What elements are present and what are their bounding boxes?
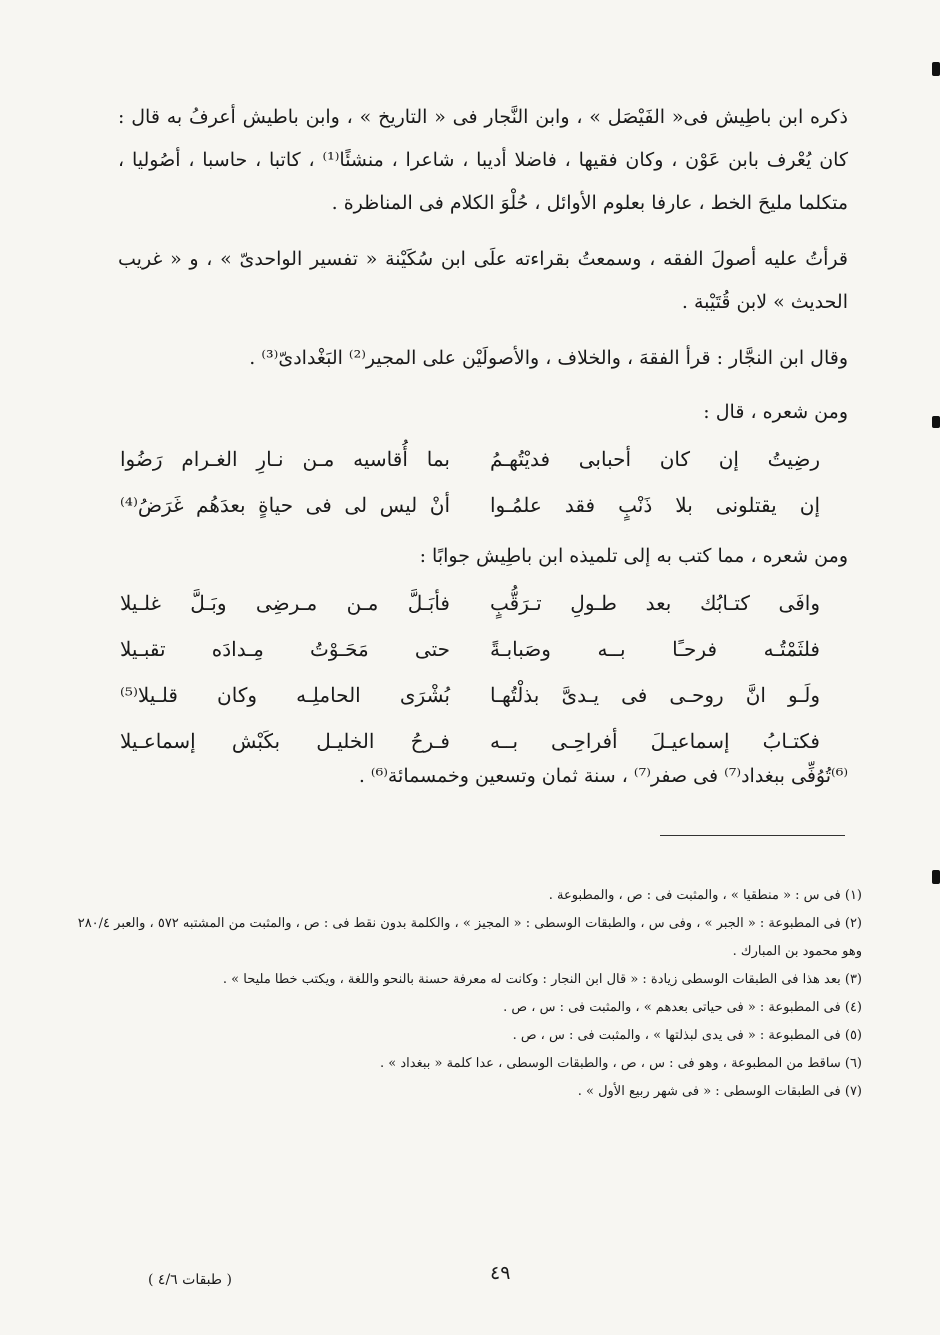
footnote-separator: [660, 835, 845, 836]
poem-verse: [120, 626, 820, 672]
footnote: (٦) ساقط من المطبوعة ، وهو فى : س ، ص ، والطبقات الوسطى ، عدا كلمة « ببغداد » .: [380, 1056, 862, 1071]
verse-first-hemistich: رضِيتُ إن كان أحبابى فديْتُهـمُ: [490, 447, 820, 471]
footnotes: [72, 882, 862, 1106]
verse-second-hemistich: فأبَـلَّ مـن مـرضِى وبَـلَّ غلـيلا: [120, 591, 450, 615]
poem-verse: [120, 482, 820, 528]
scan-edge-mark: [932, 62, 940, 76]
paragraph-letter-intro: ومن شعره ، مما كتب به إلى تلميذه ابن باطِيش جوابًا :: [419, 545, 848, 567]
scan-edge-mark: [932, 870, 940, 884]
verse-second-hemistich: أنْ ليس لى فى حياةٍ بعدَهُم غَرَضُ⁽⁴⁾: [120, 493, 450, 517]
poem-verse: [120, 672, 820, 718]
page-number: ٤٩: [490, 1262, 511, 1284]
footnote: (٥) فى المطبوعة : « فى يدى لبذلتها » ، والمثبت فى : س ، ص .: [512, 1028, 862, 1043]
poem-verse: [120, 580, 820, 626]
verse-second-hemistich: فـرحُ الخليـل بكَبْش إسماعـيلا: [120, 729, 450, 753]
verse-first-hemistich: فلثَمْتُـه فرحـًا بــه وصَبابـةً: [490, 637, 820, 661]
footnote: (٢) فى المطبوعة : « الجبر » ، وفى س ، والطبقات الوسطى : « المجيز » ، والكلمة بدون نقط فى : ص ، والمثبت من المشتبه ٥٧٢ ، والعبر ٢٨٠/٤ وهو محمود بن المبارك .: [77, 916, 862, 959]
printer-signature: ( طبقات ٤/٦ ): [148, 1272, 232, 1288]
footnote: (٣) بعد هذا فى الطبقات الوسطى زيادة : « قال ابن النجار : وكانت له معرفة حسنة بالنحو واللغة ، ويكتب خطا مليحا » .: [222, 972, 862, 987]
verse-second-hemistich: بما أُقاسيه مـن نـارِ الغـرام رَضُوا: [120, 447, 450, 471]
poem-first: [120, 436, 820, 528]
paragraph-studies: قرأتُ عليه أصولَ الفقه ، وسمعتُ بقراءته علَى ابن سُكَيْنة « تفسير الواحدىّ » ، و « غريب الحديث » لابن قُتَيْبة .: [118, 248, 848, 313]
scan-edge-mark: [932, 416, 940, 428]
verse-first-hemistich: فكتـابُ إسماعيـلَ أفراحِـى بــه: [490, 729, 820, 753]
verse-first-hemistich: إن يقتلونى بلا ذَنْبٍ فقد علمُـوا: [490, 493, 820, 517]
paragraph-biography: ذكره ابن باطِيش فى« الفَيْصَل » ، وابن النَّجار فى « التاريخ » ، وابن باطيش أعرفُ به قال : كان يُعْرف بابن عَوْن ، وكان فقيها ، فاضلا أديبا ، شاعرا ، منشئًا⁽¹⁾ ، كاتبا ، حاسبا ، أصُوليا ، متكلما مليحَ الخط ، عارفا بعلوم الأوائل ، حُلْوَ الكلام فى المناظرة .: [118, 106, 848, 214]
footnote: (٧) فى الطبقات الوسطى : « فى شهر ربيع الأول » .: [577, 1084, 862, 1099]
paragraph-ibn-najjar: وقال ابن النجَّار : قرأ الفقهَ ، والخلاف ، والأصولَيْن على المجير⁽²⁾ البَغْدادىّ⁽³⁾ .: [249, 347, 848, 369]
verse-second-hemistich: حتى مَحَـوْتُ مِـدادَه تقبـيلا: [120, 637, 450, 661]
paragraph-poem-intro: ومن شعره ، قال :: [703, 401, 848, 423]
poem-verse: [120, 436, 820, 482]
verse-first-hemistich: ولَـو انَّ روحـى فى يـدىَّ بذلْتُهـا: [490, 683, 820, 707]
footnote: (١) فى س : « منطقيا » ، والمثبت فى : ص ، والمطبوعة .: [548, 888, 862, 903]
footnote: (٤) فى المطبوعة : « فى حياتى بعدهم » ، والمثبت فى : س ، ص .: [503, 1000, 862, 1015]
verse-second-hemistich: بُشْرَى الحاملِـه وكان قلـيلا⁽⁵⁾: [120, 683, 450, 707]
paragraph-death: ⁽⁶⁾تُوُفِّى ببغداد⁽⁷⁾ فى صفر⁽⁷⁾ ، سنة ثمان وتسعين وخمسمائة⁽⁶⁾ .: [358, 765, 848, 787]
verse-first-hemistich: وافَى كتـابُك بعد طـولِ تـرَقُّبٍ: [490, 591, 820, 615]
poem-second: [120, 580, 820, 764]
